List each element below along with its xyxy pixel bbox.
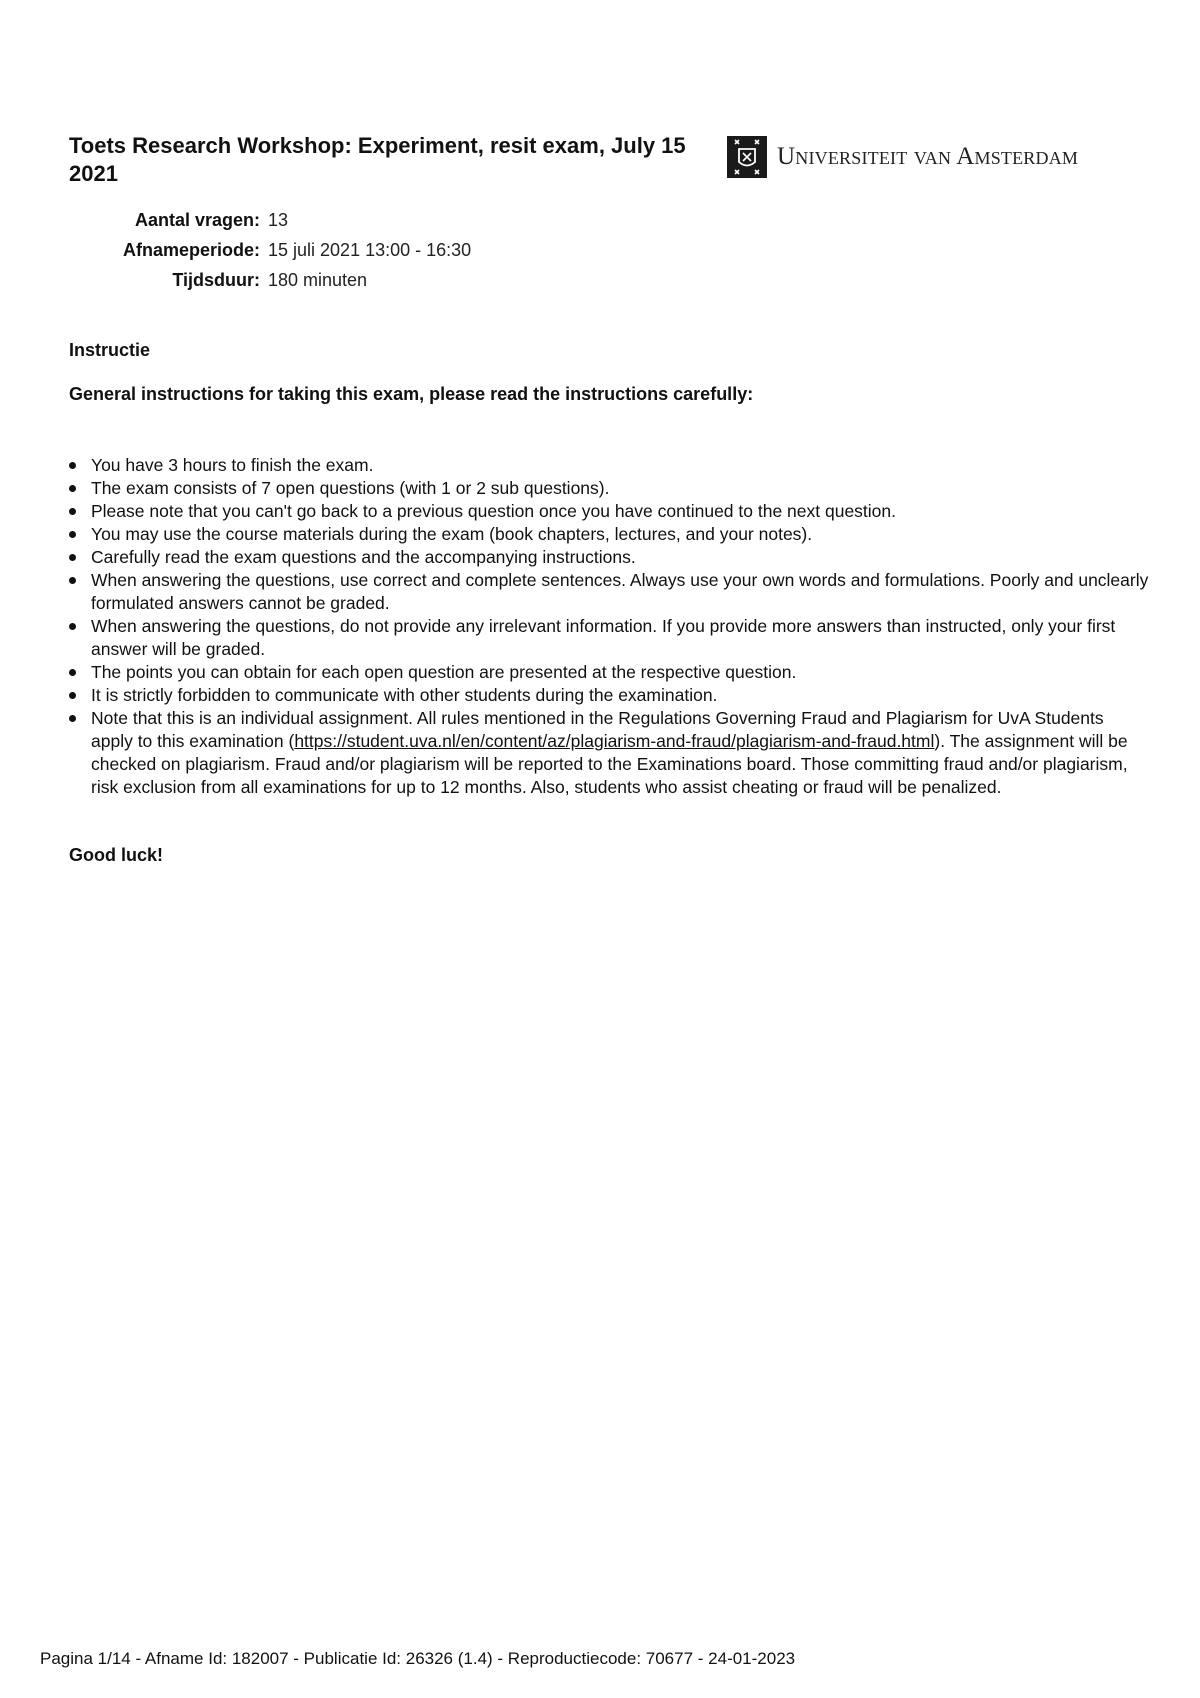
list-item [69, 684, 1149, 707]
list-item [69, 661, 1149, 684]
general-instructions-heading: General instructions for taking this exam, please read the instructions carefully: [69, 384, 754, 404]
meta-row-duration [69, 265, 471, 295]
bullet-icon [69, 623, 76, 630]
list-item-text: It is strictly forbidden to communicate with other students during the examination. [91, 685, 718, 705]
list-item-text: The points you can obtain for each open question are presented at the respective question. [91, 662, 797, 682]
list-item [69, 523, 1149, 546]
list-item-text: The exam consists of 7 open questions (with 1 or 2 sub questions). [91, 478, 610, 498]
list-item-text-before: Note that this is an individual assignment. All rules mentioned in the Regulations Governing Fraud and Plagiarism for UvA Students apply to this examination ( [91, 708, 1104, 751]
logo-text: Universiteit van Amsterdam [777, 143, 1079, 170]
list-item-text: When answering the questions, use correct and complete sentences. Always use your own words and formulations. Poorly and unclearly formulated answers cannot be graded. [91, 570, 1149, 613]
bullet-icon [69, 485, 76, 492]
list-item-text: You have 3 hours to finish the exam. [91, 455, 374, 475]
list-item [69, 454, 1149, 477]
instructie-heading: Instructie [69, 340, 151, 360]
meta-row-period [69, 235, 471, 265]
university-logo [727, 136, 1078, 178]
list-item-text: When answering the questions, do not provide any irrelevant information. If you provide more answers than instructed, only your first answer will be graded. [91, 616, 1116, 659]
bullet-icon [69, 508, 76, 515]
page-title: Toets Research Workshop: Experiment, resit exam, July 15 2021 [69, 133, 686, 186]
meta-value: 180 minuten [268, 270, 368, 290]
fraud-policy-link[interactable]: https://student.uva.nl/en/content/az/plagiarism-and-fraud/plagiarism-and-fraud.html [294, 731, 935, 751]
bullet-icon [69, 577, 76, 584]
good-luck-text: Good luck! [69, 845, 163, 865]
meta-row-questions [69, 205, 471, 235]
bullet-icon [69, 462, 76, 469]
bullet-icon [69, 554, 76, 561]
list-item-text: Please note that you can't go back to a previous question once you have continued to the next question. [91, 501, 897, 521]
list-item-text: Carefully read the exam questions and the accompanying instructions. [91, 547, 636, 567]
bullet-icon [69, 692, 76, 699]
list-item [69, 546, 1149, 569]
list-item [69, 477, 1149, 500]
meta-label: Aantal vragen: [134, 210, 260, 230]
meta-value: 15 juli 2021 13:00 - 16:30 [268, 240, 472, 260]
list-item-text: You may use the course materials during the exam (book chapters, lectures, and your notes). [91, 524, 813, 544]
list-item-text-after: ). The assignment will be checked on plagiarism. Fraud and/or plagiarism will be reported to the Examinations board. Those committing fraud and/or plagiarism, risk exclusion from all examinations for up to 12 months. Also, students who assist cheating or fraud will be penalized. [91, 731, 1128, 797]
exam-meta [69, 205, 471, 295]
instructions-list [69, 454, 1149, 799]
meta-value: 13 [268, 210, 289, 230]
list-item [69, 707, 1149, 799]
bullet-icon [69, 531, 76, 538]
page-footer: Pagina 1/14 - Afname Id: 182007 - Publicatie Id: 26326 (1.4) - Reproductiecode: 70677 - 24-01-2023 [40, 1649, 796, 1668]
list-item [69, 615, 1149, 661]
bullet-icon [69, 669, 76, 676]
bullet-icon [69, 715, 76, 722]
meta-label: Tijdsduur: [172, 270, 260, 290]
meta-label: Afnameperiode: [122, 240, 260, 260]
list-item [69, 500, 1149, 523]
uva-seal-icon [727, 136, 767, 178]
list-item [69, 569, 1149, 615]
